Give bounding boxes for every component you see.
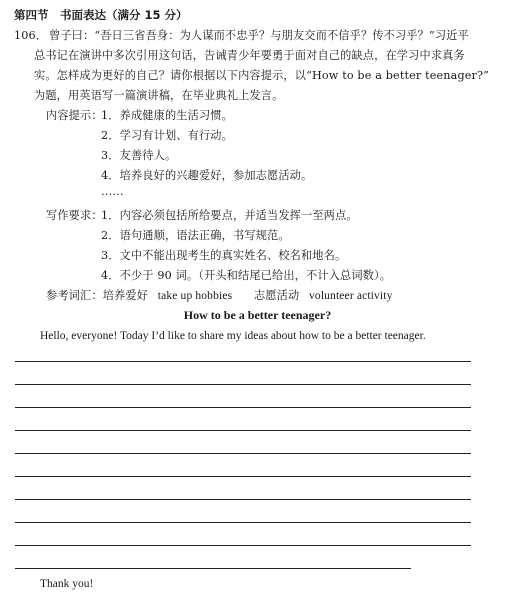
writing-line — [15, 568, 411, 569]
essay-opening: Hello, everyone! Today I’d like to share my ideas about how to be a better teenager. — [40, 330, 426, 342]
content-hint-item: 4．培养良好的兴趣爱好，参加志愿活动。 — [101, 169, 313, 182]
prompt-line-4: 为题，用英语写一篇演讲稿，在毕业典礼上发言。 — [34, 89, 284, 102]
section-header: 第四节 书面表达（满分 15 分） — [14, 8, 188, 22]
writing-line — [15, 476, 471, 477]
writing-line — [15, 361, 471, 362]
vocabulary-line — [46, 287, 393, 303]
content-hint-item: 2．学习有计划、有行动。 — [101, 129, 233, 142]
essay-closing: Thank you! — [40, 578, 94, 590]
vocabulary-term1-en: take up hobbies — [157, 290, 233, 302]
vocabulary-term1-cn: 培养爱好 — [102, 289, 149, 302]
writing-line — [15, 407, 471, 408]
writing-requirement-item: 2．语句通顺，语法正确，书写规范。 — [101, 229, 290, 242]
writing-line — [15, 430, 471, 431]
content-hints-label: 内容提示： — [46, 109, 103, 122]
vocabulary-term2-cn: 志愿活动 — [253, 289, 300, 302]
content-hint-item: 3．友善待人。 — [101, 149, 177, 162]
prompt-line-1: 曾子曰：“吾日三省吾身：为人谋而不忠乎？与朋友交而不信乎？传不习乎？”习近平 — [49, 29, 469, 42]
writing-line — [15, 453, 471, 454]
question-number: 106． — [14, 29, 48, 42]
writing-requirement-item: 4．不少于 90 词。（开头和结尾已给出，不计入总词数）。 — [101, 269, 392, 282]
essay-title: How to be a better teenager? — [183, 308, 332, 322]
writing-line — [15, 384, 471, 385]
vocabulary-term2-en: volunteer activity — [309, 290, 393, 302]
writing-line — [15, 499, 471, 500]
writing-line — [15, 545, 471, 546]
prompt-line-3: 实。怎样成为更好的自己？请你根据以下内容提示，以“How to be a better teenager?” — [34, 69, 490, 82]
prompt-line-2: 总书记在演讲中多次引用这句话，告诫青少年要勇于面对自己的缺点，在学习中求真务 — [34, 49, 465, 62]
content-hint-item: 1．养成健康的生活习惯。 — [101, 109, 233, 122]
writing-requirement-item: 1．内容必须包括所给要点，并适当发挥一至两点。 — [101, 209, 358, 222]
vocabulary-label: 参考词汇： — [46, 289, 103, 302]
writing-line — [15, 522, 471, 523]
writing-requirement-item: 3．文中不能出现考生的真实姓名、校名和地名。 — [101, 249, 347, 262]
writing-requirements-label: 写作要求： — [46, 209, 103, 222]
content-hint-ellipsis: …… — [101, 185, 124, 198]
